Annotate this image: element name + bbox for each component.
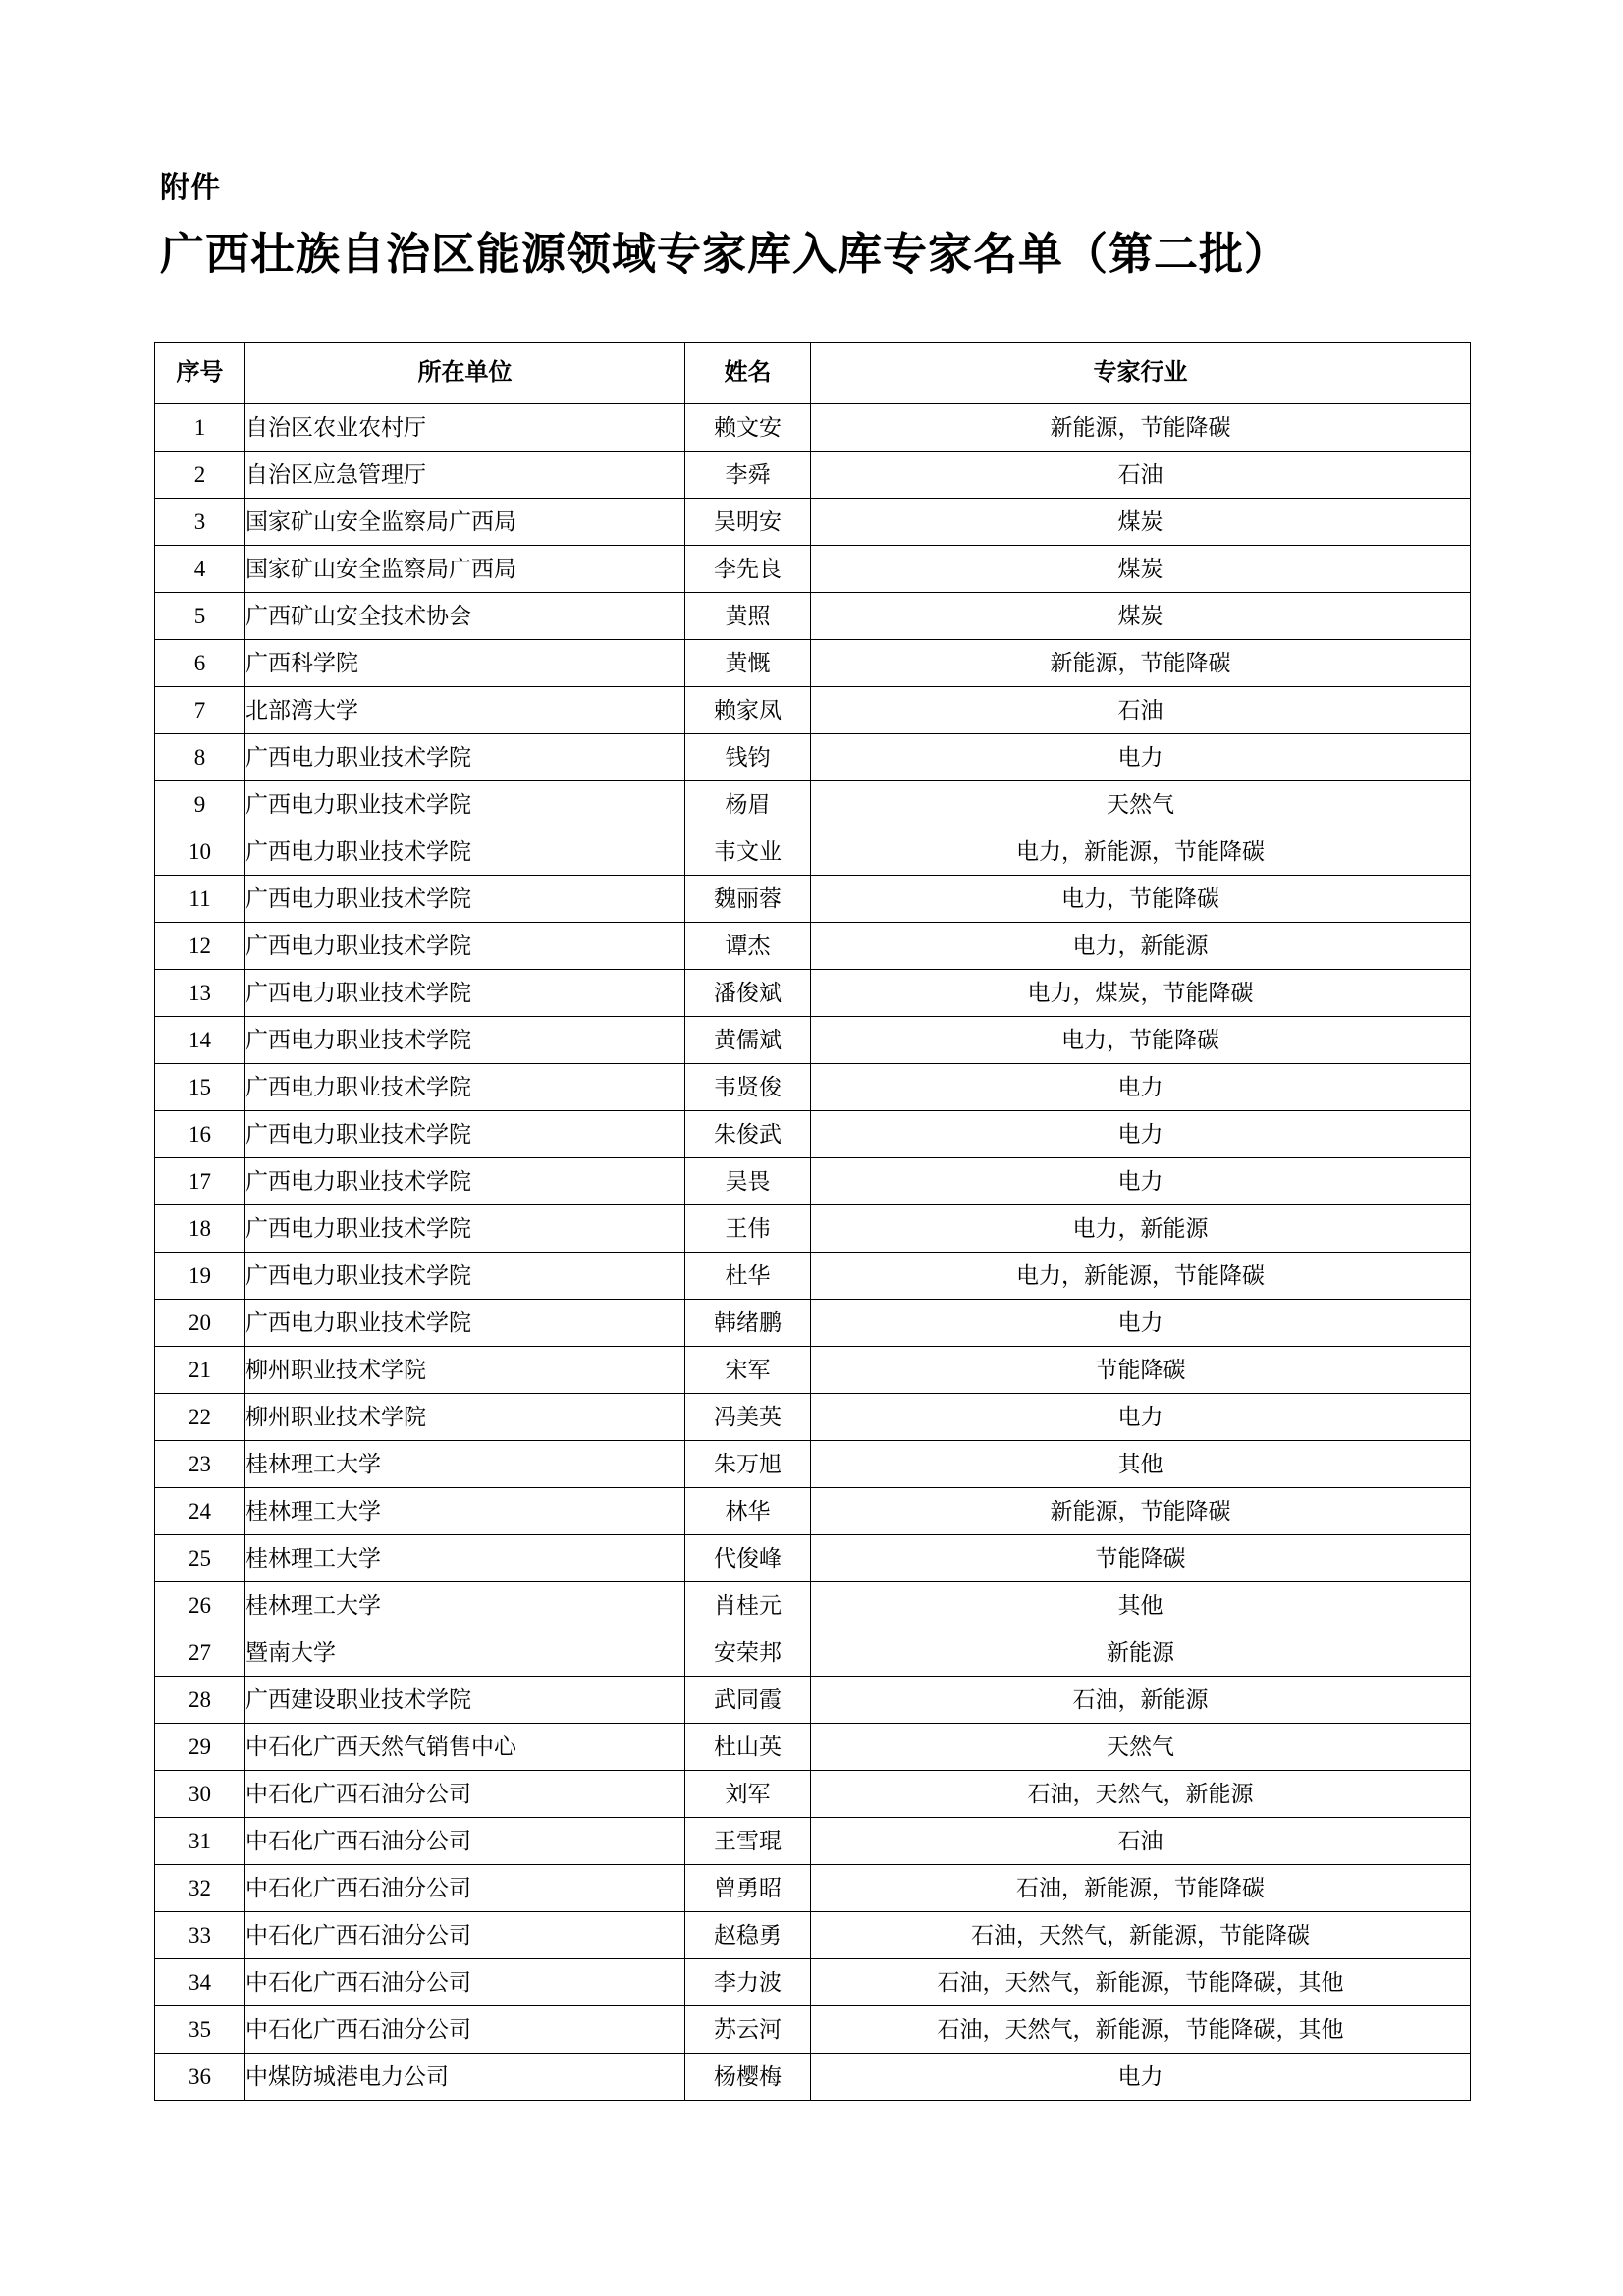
cell-name: 宋军 <box>685 1347 811 1394</box>
table-row <box>155 593 1471 640</box>
cell-unit: 广西矿山安全技术协会 <box>245 593 685 640</box>
table-row <box>155 1677 1471 1724</box>
cell-field: 电力 <box>811 1158 1471 1205</box>
cell-name: 黄慨 <box>685 640 811 687</box>
cell-no: 5 <box>155 593 245 640</box>
cell-name: 李先良 <box>685 546 811 593</box>
table-row <box>155 1629 1471 1677</box>
table-row <box>155 1017 1471 1064</box>
attachment-label: 附件 <box>160 172 221 204</box>
cell-unit: 中石化广西石油分公司 <box>245 1818 685 1865</box>
table-row <box>155 2054 1471 2101</box>
cell-name: 赖家凤 <box>685 687 811 734</box>
cell-name: 刘军 <box>685 1771 811 1818</box>
cell-unit: 桂林理工大学 <box>245 1488 685 1535</box>
cell-name: 赵稳勇 <box>685 1912 811 1959</box>
cell-unit: 广西电力职业技术学院 <box>245 876 685 923</box>
cell-field: 电力 <box>811 2054 1471 2101</box>
cell-name: 冯美英 <box>685 1394 811 1441</box>
cell-name: 苏云河 <box>685 2006 811 2054</box>
cell-name: 肖桂元 <box>685 1582 811 1629</box>
cell-field: 电力，新能源，节能降碳 <box>811 1253 1471 1300</box>
cell-field: 石油 <box>811 1818 1471 1865</box>
cell-field: 煤炭 <box>811 546 1471 593</box>
cell-field: 石油，新能源，节能降碳 <box>811 1865 1471 1912</box>
cell-name: 林华 <box>685 1488 811 1535</box>
cell-unit: 柳州职业技术学院 <box>245 1394 685 1441</box>
cell-no: 18 <box>155 1205 245 1253</box>
page-title: 广西壮族自治区能源领域专家库入库专家名单（第二批） <box>160 230 1290 279</box>
cell-no: 3 <box>155 499 245 546</box>
cell-no: 20 <box>155 1300 245 1347</box>
table-row <box>155 1535 1471 1582</box>
cell-name: 黄照 <box>685 593 811 640</box>
column-header-field: 专家行业 <box>811 343 1471 404</box>
cell-unit: 国家矿山安全监察局广西局 <box>245 499 685 546</box>
cell-no: 4 <box>155 546 245 593</box>
cell-no: 14 <box>155 1017 245 1064</box>
table-row <box>155 1253 1471 1300</box>
cell-unit: 桂林理工大学 <box>245 1535 685 1582</box>
cell-unit: 北部湾大学 <box>245 687 685 734</box>
cell-field: 新能源，节能降碳 <box>811 1488 1471 1535</box>
table-row <box>155 1959 1471 2006</box>
cell-name: 杨眉 <box>685 781 811 828</box>
cell-field: 煤炭 <box>811 499 1471 546</box>
cell-no: 36 <box>155 2054 245 2101</box>
cell-unit: 广西电力职业技术学院 <box>245 923 685 970</box>
cell-no: 35 <box>155 2006 245 2054</box>
cell-field: 天然气 <box>811 781 1471 828</box>
cell-name: 魏丽蓉 <box>685 876 811 923</box>
table-row <box>155 640 1471 687</box>
cell-no: 23 <box>155 1441 245 1488</box>
cell-field: 新能源，节能降碳 <box>811 640 1471 687</box>
table-row <box>155 970 1471 1017</box>
cell-unit: 中石化广西石油分公司 <box>245 1865 685 1912</box>
table-row <box>155 781 1471 828</box>
table-row <box>155 1158 1471 1205</box>
cell-no: 1 <box>155 404 245 452</box>
cell-no: 10 <box>155 828 245 876</box>
cell-field: 新能源，节能降碳 <box>811 404 1471 452</box>
cell-name: 安荣邦 <box>685 1629 811 1677</box>
cell-unit: 广西电力职业技术学院 <box>245 1017 685 1064</box>
cell-no: 11 <box>155 876 245 923</box>
cell-field: 石油，天然气，新能源 <box>811 1771 1471 1818</box>
cell-no: 16 <box>155 1111 245 1158</box>
cell-no: 32 <box>155 1865 245 1912</box>
cell-field: 石油 <box>811 452 1471 499</box>
cell-unit: 中石化广西石油分公司 <box>245 1912 685 1959</box>
cell-no: 21 <box>155 1347 245 1394</box>
cell-no: 17 <box>155 1158 245 1205</box>
table-row <box>155 876 1471 923</box>
cell-name: 曾勇昭 <box>685 1865 811 1912</box>
column-header-name: 姓名 <box>685 343 811 404</box>
cell-name: 杜山英 <box>685 1724 811 1771</box>
cell-unit: 广西科学院 <box>245 640 685 687</box>
cell-unit: 柳州职业技术学院 <box>245 1347 685 1394</box>
cell-field: 节能降碳 <box>811 1535 1471 1582</box>
cell-unit: 广西电力职业技术学院 <box>245 1111 685 1158</box>
table-row <box>155 2006 1471 2054</box>
column-header-unit: 所在单位 <box>245 343 685 404</box>
cell-field: 电力，节能降碳 <box>811 1017 1471 1064</box>
cell-no: 22 <box>155 1394 245 1441</box>
cell-name: 杜华 <box>685 1253 811 1300</box>
table-row <box>155 1394 1471 1441</box>
cell-unit: 广西电力职业技术学院 <box>245 781 685 828</box>
cell-name: 王伟 <box>685 1205 811 1253</box>
cell-name: 李舜 <box>685 452 811 499</box>
cell-field: 电力，节能降碳 <box>811 876 1471 923</box>
cell-unit: 中石化广西石油分公司 <box>245 2006 685 2054</box>
cell-name: 吴明安 <box>685 499 811 546</box>
cell-unit: 广西建设职业技术学院 <box>245 1677 685 1724</box>
cell-unit: 暨南大学 <box>245 1629 685 1677</box>
table-row <box>155 1865 1471 1912</box>
cell-no: 31 <box>155 1818 245 1865</box>
table-row <box>155 1912 1471 1959</box>
cell-field: 石油，天然气，新能源，节能降碳，其他 <box>811 2006 1471 2054</box>
cell-no: 8 <box>155 734 245 781</box>
cell-field: 电力，新能源，节能降碳 <box>811 828 1471 876</box>
table-row <box>155 404 1471 452</box>
table-row <box>155 1488 1471 1535</box>
cell-no: 2 <box>155 452 245 499</box>
cell-field: 石油 <box>811 687 1471 734</box>
cell-no: 6 <box>155 640 245 687</box>
cell-unit: 桂林理工大学 <box>245 1441 685 1488</box>
cell-name: 朱万旭 <box>685 1441 811 1488</box>
table-header <box>155 343 1471 404</box>
expert-list-table <box>154 342 1471 2101</box>
cell-field: 电力，新能源 <box>811 1205 1471 1253</box>
cell-name: 韦文业 <box>685 828 811 876</box>
table-row <box>155 1771 1471 1818</box>
cell-unit: 广西电力职业技术学院 <box>245 828 685 876</box>
cell-no: 24 <box>155 1488 245 1535</box>
cell-no: 25 <box>155 1535 245 1582</box>
cell-field: 新能源 <box>811 1629 1471 1677</box>
cell-field: 电力 <box>811 734 1471 781</box>
table-row <box>155 1111 1471 1158</box>
cell-name: 韩绪鹏 <box>685 1300 811 1347</box>
cell-field: 煤炭 <box>811 593 1471 640</box>
cell-no: 7 <box>155 687 245 734</box>
cell-name: 潘俊斌 <box>685 970 811 1017</box>
cell-field: 电力 <box>811 1394 1471 1441</box>
cell-unit: 广西电力职业技术学院 <box>245 1064 685 1111</box>
cell-field: 电力，煤炭，节能降碳 <box>811 970 1471 1017</box>
cell-unit: 广西电力职业技术学院 <box>245 1253 685 1300</box>
cell-name: 武同霞 <box>685 1677 811 1724</box>
cell-field: 其他 <box>811 1582 1471 1629</box>
table-row <box>155 1205 1471 1253</box>
cell-unit: 广西电力职业技术学院 <box>245 734 685 781</box>
cell-field: 电力，新能源 <box>811 923 1471 970</box>
cell-no: 30 <box>155 1771 245 1818</box>
cell-unit: 自治区农业农村厅 <box>245 404 685 452</box>
cell-unit: 中石化广西石油分公司 <box>245 1771 685 1818</box>
cell-name: 吴畏 <box>685 1158 811 1205</box>
table-row <box>155 1441 1471 1488</box>
table-row <box>155 1064 1471 1111</box>
cell-unit: 中石化广西天然气销售中心 <box>245 1724 685 1771</box>
cell-field: 其他 <box>811 1441 1471 1488</box>
cell-no: 13 <box>155 970 245 1017</box>
cell-name: 谭杰 <box>685 923 811 970</box>
table-row <box>155 923 1471 970</box>
cell-no: 29 <box>155 1724 245 1771</box>
table-body <box>155 404 1471 2101</box>
cell-no: 33 <box>155 1912 245 1959</box>
cell-name: 朱俊武 <box>685 1111 811 1158</box>
table-row <box>155 452 1471 499</box>
table-row <box>155 546 1471 593</box>
cell-no: 19 <box>155 1253 245 1300</box>
cell-field: 石油，天然气，新能源，节能降碳，其他 <box>811 1959 1471 2006</box>
cell-field: 天然气 <box>811 1724 1471 1771</box>
cell-field: 电力 <box>811 1064 1471 1111</box>
column-header-no: 序号 <box>155 343 245 404</box>
cell-unit: 广西电力职业技术学院 <box>245 1205 685 1253</box>
cell-unit: 中石化广西石油分公司 <box>245 1959 685 2006</box>
table-row <box>155 828 1471 876</box>
cell-unit: 广西电力职业技术学院 <box>245 970 685 1017</box>
table-row <box>155 687 1471 734</box>
cell-field: 电力 <box>811 1111 1471 1158</box>
cell-name: 黄儒斌 <box>685 1017 811 1064</box>
cell-no: 9 <box>155 781 245 828</box>
cell-unit: 广西电力职业技术学院 <box>245 1300 685 1347</box>
cell-name: 代俊峰 <box>685 1535 811 1582</box>
cell-name: 赖文安 <box>685 404 811 452</box>
cell-no: 28 <box>155 1677 245 1724</box>
cell-name: 钱钧 <box>685 734 811 781</box>
cell-name: 王雪琨 <box>685 1818 811 1865</box>
cell-no: 34 <box>155 1959 245 2006</box>
table-row <box>155 1347 1471 1394</box>
cell-unit: 中煤防城港电力公司 <box>245 2054 685 2101</box>
cell-field: 电力 <box>811 1300 1471 1347</box>
cell-no: 26 <box>155 1582 245 1629</box>
table-row <box>155 1300 1471 1347</box>
cell-unit: 广西电力职业技术学院 <box>245 1158 685 1205</box>
cell-unit: 自治区应急管理厅 <box>245 452 685 499</box>
cell-unit: 桂林理工大学 <box>245 1582 685 1629</box>
cell-field: 石油，新能源 <box>811 1677 1471 1724</box>
cell-name: 李力波 <box>685 1959 811 2006</box>
cell-name: 杨樱梅 <box>685 2054 811 2101</box>
table-row <box>155 1724 1471 1771</box>
cell-field: 节能降碳 <box>811 1347 1471 1394</box>
table-row <box>155 734 1471 781</box>
table-row <box>155 1818 1471 1865</box>
cell-no: 15 <box>155 1064 245 1111</box>
cell-field: 石油，天然气，新能源，节能降碳 <box>811 1912 1471 1959</box>
cell-no: 12 <box>155 923 245 970</box>
cell-no: 27 <box>155 1629 245 1677</box>
table-header-row <box>155 343 1471 404</box>
cell-name: 韦贤俊 <box>685 1064 811 1111</box>
cell-unit: 国家矿山安全监察局广西局 <box>245 546 685 593</box>
table-row <box>155 1582 1471 1629</box>
table-row <box>155 499 1471 546</box>
